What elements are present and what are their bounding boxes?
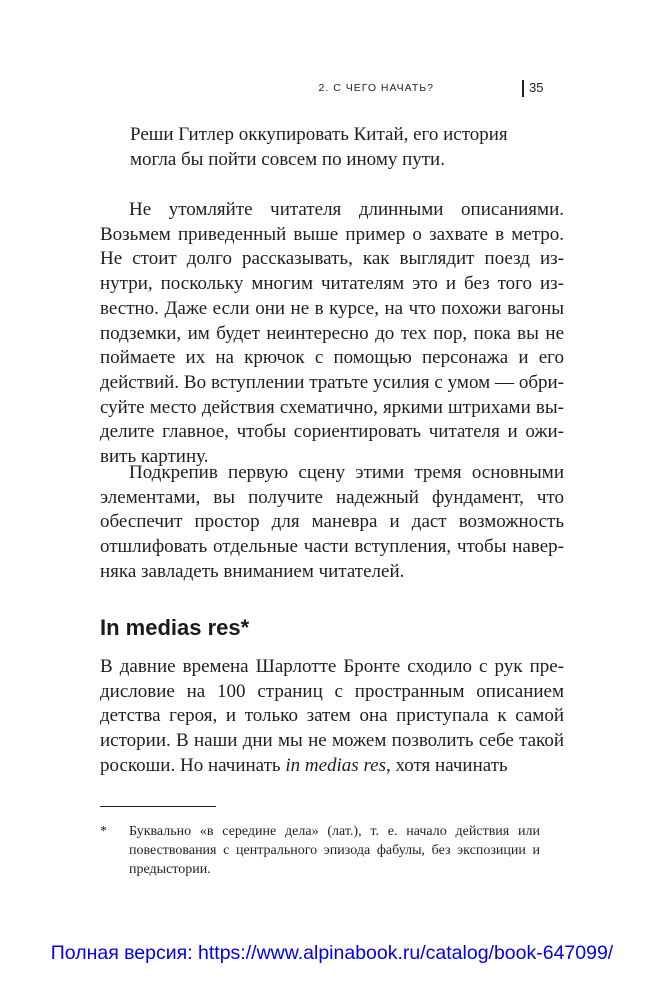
paragraph-foundation: Подкрепив первую сцену этими тремя основными элементами, вы получите надежный фундамент, что обеспечит простор для маневра и даст возможность отшлифовать отдельные части вступления, чтобы наверняка завладеть вниманием читателей.	[100, 462, 564, 582]
page-number-separator	[522, 80, 524, 97]
quote-line: Реши Гитлер оккупировать Китай, его история	[130, 124, 508, 145]
page-number: 35	[529, 80, 544, 95]
footnote-text: Буквально «в середине дела» (лат.), т. е. начало действия или повествования с центрального эпизода фабулы, без экспозиции и предыстории.	[129, 824, 540, 877]
paragraph-descriptions: Не утомляйте читателя длинными описаниями. Возьмем приведенный выше пример о захвате в метро. Не стоит долго рассказывать, как выглядит поезд изнутри, поскольку многим читателям это и без того известно. Даже если они не в курсе, на что похожи вагоны подземки, им будет неинтересно до тех пор, пока вы не поймаете их на крючок с помощью персонажа и его действий. Во вступлении тратьте усилия с умом — обрисуйте место действия схематично, яркими штрихами выделите главное, чтобы сориентировать читателя и оживить картину.	[100, 199, 564, 468]
paragraph-text: В давние времена Шарлотте Бронте сходило с рук предисловие на 100 страниц с пространным описанием детства героя, и только затем она приступала к самой истории. В наши дни мы не можем позволить себе такой роскоши. Но начинать	[100, 656, 564, 776]
italic-term: in medias res	[285, 754, 386, 776]
footnote-marker: *	[100, 824, 107, 839]
footnote	[100, 822, 540, 879]
paragraph-text-end: , хотя начинать	[385, 754, 508, 776]
running-head: 2. С ЧЕГО НАЧАТЬ?	[318, 82, 434, 94]
page-header	[100, 80, 564, 100]
quote-line: могла бы пойти совсем по иному пути.	[130, 148, 445, 170]
full-version-link[interactable]: Полная версия: https://www.alpinabook.ru/catalog/book-647099/	[50, 942, 614, 964]
quote-block	[130, 123, 550, 172]
footnote-divider	[100, 806, 216, 807]
section-heading: In medias res*	[100, 615, 250, 640]
paragraph-in-medias-res	[100, 655, 564, 779]
